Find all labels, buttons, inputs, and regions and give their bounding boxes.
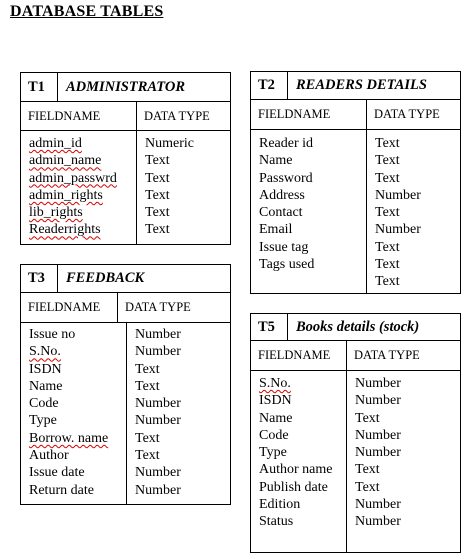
field-name: admin_name <box>29 153 102 169</box>
field-name: Contact <box>259 205 303 221</box>
fieldname-column-header: FIELDNAME <box>251 100 367 129</box>
fieldname-column <box>251 371 347 552</box>
data-type: Text <box>355 479 380 495</box>
data-type: Text <box>375 257 400 273</box>
table-header <box>21 265 230 293</box>
data-type: Number <box>355 427 401 443</box>
data-type: Number <box>135 396 181 412</box>
table-header <box>21 73 230 102</box>
column-headers <box>21 102 230 131</box>
data-type: Number <box>355 393 401 409</box>
data-type: Text <box>145 187 170 203</box>
table-name: FEEDBACK <box>66 270 145 286</box>
document-title: DATABASE TABLES <box>10 3 164 20</box>
field-name: S.No. <box>29 344 61 360</box>
data-type: Text <box>375 153 400 169</box>
data-type: Text <box>145 170 170 186</box>
data-type: Text <box>355 410 380 426</box>
table-name: READERS DETAILS <box>296 77 427 93</box>
field-name: admin_rights <box>29 187 103 203</box>
field-name: admin_id <box>29 136 82 151</box>
data-type: Text <box>135 448 160 464</box>
data-type: Text <box>375 274 400 290</box>
data-type: Number <box>355 376 401 391</box>
field-name: lib_rights <box>29 205 83 221</box>
data-type: Text <box>355 462 380 478</box>
datatype-column <box>367 130 421 293</box>
column-headers <box>251 100 460 130</box>
fieldname-column-header: FIELDNAME <box>251 341 347 370</box>
field-name: Name <box>259 153 293 169</box>
table-t2-readers-details <box>250 71 461 294</box>
data-type: Number <box>135 344 181 360</box>
field-name: Return date <box>29 482 94 498</box>
table-name: Books details (stock) <box>296 318 420 335</box>
data-type: Number <box>375 222 421 238</box>
field-name: Issue no <box>29 327 76 342</box>
data-type: Number <box>355 514 401 530</box>
fieldname-column-header: FIELDNAME <box>21 102 137 130</box>
datatype-column-header: DATA TYPE <box>374 107 440 121</box>
fieldname-column-header: FIELDNAME <box>21 293 118 322</box>
data-type: Text <box>145 205 170 221</box>
data-type: Numeric <box>145 136 194 151</box>
field-name: Tags used <box>259 257 315 273</box>
fieldname-column <box>21 131 137 244</box>
table-id: T2 <box>251 72 288 99</box>
table-t5-books-details <box>250 313 461 553</box>
table-t1-administrator <box>20 72 231 245</box>
table-body <box>251 130 460 293</box>
data-type: Text <box>375 136 400 151</box>
data-type: Number <box>135 465 181 481</box>
field-name: Issue tag <box>259 239 309 255</box>
data-type: Text <box>135 361 160 377</box>
column-headers <box>21 293 230 323</box>
field-name: S.No. <box>259 376 291 391</box>
datatype-column-header: DATA TYPE <box>125 300 191 314</box>
table-id: T5 <box>251 314 288 340</box>
data-type: Number <box>135 482 181 498</box>
field-name: Name <box>259 410 293 426</box>
table-body <box>21 131 230 244</box>
table-header <box>251 314 460 341</box>
field-name: Borrow. name <box>29 430 109 446</box>
data-type: Text <box>145 222 170 238</box>
table-header <box>251 72 460 100</box>
table-id: T1 <box>21 73 58 101</box>
field-name: Reader id <box>259 136 314 151</box>
data-type: Text <box>375 239 400 255</box>
field-name: Author <box>29 448 69 464</box>
datatype-column <box>137 131 194 244</box>
table-body <box>21 323 230 504</box>
datatype-column-header: DATA TYPE <box>144 108 210 123</box>
field-name: Status <box>259 514 294 530</box>
data-type: Text <box>135 430 160 446</box>
data-type: Text <box>145 153 170 169</box>
column-headers <box>251 341 460 371</box>
field-name: Type <box>29 413 57 429</box>
field-name: Email <box>259 222 293 238</box>
field-name: Issue date <box>29 465 85 481</box>
data-type: Number <box>375 187 421 203</box>
data-type: Text <box>135 378 160 394</box>
field-name: Code <box>259 427 289 443</box>
field-name: Address <box>259 187 305 203</box>
data-type: Number <box>355 497 401 513</box>
table-id: T3 <box>21 265 58 292</box>
field-name: Readerrights <box>29 222 101 238</box>
field-name: Publish date <box>259 479 328 495</box>
field-name: Password <box>259 170 313 186</box>
datatype-column <box>347 371 401 552</box>
field-name: ISDN <box>29 361 62 377</box>
data-type: Text <box>375 205 400 221</box>
field-name: Name <box>29 378 63 394</box>
field-name: Edition <box>259 497 301 513</box>
data-type: Number <box>135 413 181 429</box>
field-name: Code <box>29 396 59 412</box>
table-t3-feedback <box>20 264 231 505</box>
field-name: ISDN <box>259 393 292 409</box>
fieldname-column <box>251 130 367 293</box>
data-type: Number <box>355 445 401 461</box>
fieldname-column <box>21 323 127 504</box>
data-type: Number <box>135 327 181 342</box>
field-name: admin_passwrd <box>29 170 117 186</box>
field-name: Type <box>259 445 287 461</box>
table-name: ADMINISTRATOR <box>66 78 185 95</box>
data-type: Text <box>375 170 400 186</box>
datatype-column <box>127 323 181 504</box>
field-name: Author name <box>259 462 333 478</box>
datatype-column-header: DATA TYPE <box>354 348 420 362</box>
table-body <box>251 371 460 552</box>
